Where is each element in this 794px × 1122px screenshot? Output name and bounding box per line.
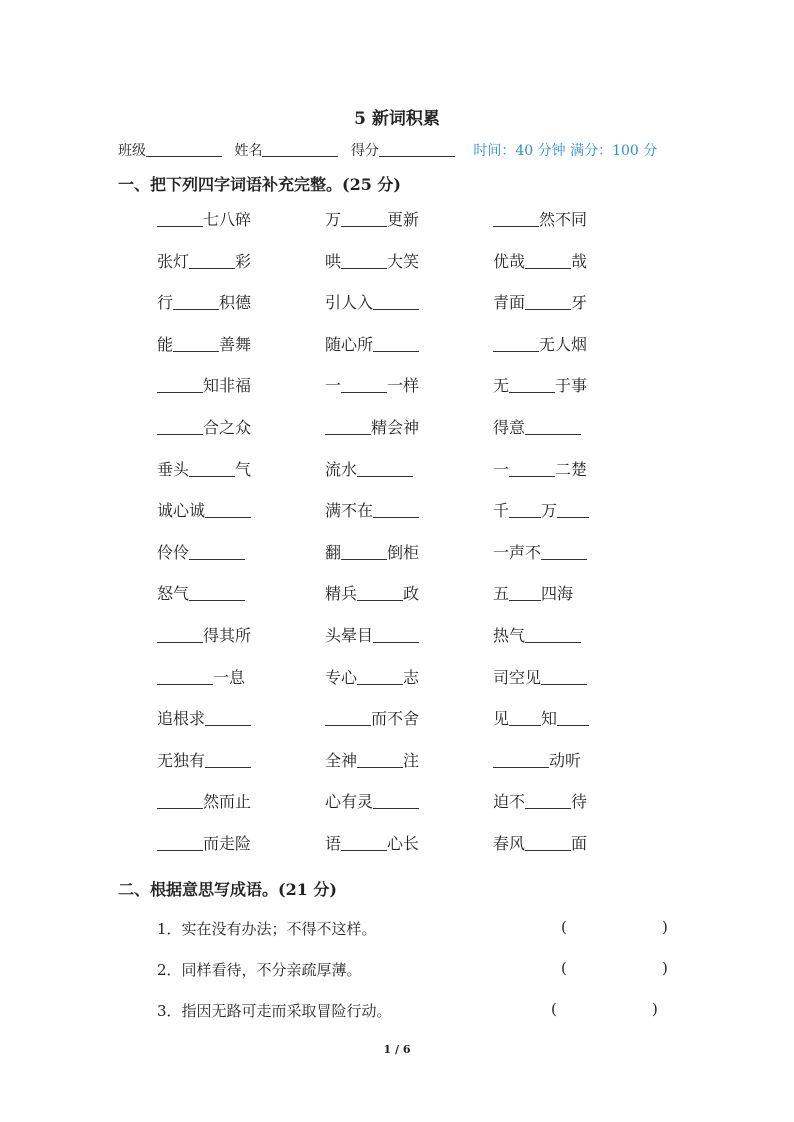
answer-paren-open: (	[561, 959, 567, 977]
idiom-item	[157, 624, 325, 666]
fill-blank[interactable]	[157, 624, 203, 643]
fill-blank[interactable]	[189, 250, 235, 269]
idiom-item	[157, 499, 325, 541]
class-blank[interactable]	[146, 142, 222, 157]
fill-blank[interactable]	[157, 790, 203, 809]
idiom-text: 于事	[555, 376, 588, 396]
idiom-text: 合之众	[203, 417, 252, 437]
student-info-line	[118, 140, 678, 160]
idiom-text: 待	[571, 792, 588, 812]
fill-blank[interactable]	[509, 458, 555, 477]
question-3	[157, 1000, 677, 1021]
idiom-item	[157, 832, 325, 874]
idiom-text: 志	[403, 667, 420, 687]
idiom-item	[157, 333, 325, 375]
idiom-text: 一声不	[493, 542, 542, 562]
grid-row	[157, 832, 661, 874]
idiom-text: 无独有	[157, 750, 206, 770]
fill-blank[interactable]	[525, 790, 571, 809]
idiom-text: 而不舍	[371, 709, 420, 729]
idiom-item	[157, 208, 325, 250]
idiom-text: 然而止	[203, 792, 252, 812]
fill-blank[interactable]	[525, 624, 581, 643]
idiom-text: 倒柜	[387, 542, 420, 562]
idiom-text: 行	[157, 293, 174, 313]
idiom-text: 五	[493, 584, 510, 604]
score-field	[351, 140, 455, 160]
idiom-text: 一样	[387, 376, 420, 396]
idiom-item	[493, 458, 661, 500]
idiom-text: 得其所	[203, 625, 252, 645]
fill-blank[interactable]	[173, 333, 219, 352]
idiom-item	[493, 790, 661, 832]
idiom-item	[325, 624, 493, 666]
idiom-text: 千	[493, 501, 510, 521]
idiom-item	[157, 541, 325, 583]
grid-row	[157, 250, 661, 292]
fill-blank[interactable]	[189, 458, 235, 477]
idiom-text: 注	[403, 750, 420, 770]
idiom-text: 七八碎	[203, 210, 252, 229]
question-2	[157, 959, 677, 980]
idiom-item	[325, 416, 493, 458]
idiom-text: 大笑	[387, 251, 420, 271]
fill-blank[interactable]	[157, 374, 203, 393]
idiom-item	[157, 250, 325, 292]
idiom-item	[325, 707, 493, 749]
fill-blank[interactable]	[373, 790, 419, 809]
grid-row	[157, 499, 661, 541]
idiom-text: 全神	[325, 750, 358, 770]
idiom-item	[325, 333, 493, 375]
question-text: 2．同样看待，不分亲疏厚薄。	[157, 961, 362, 979]
fill-blank[interactable]	[341, 250, 387, 269]
fill-blank[interactable]	[341, 541, 387, 560]
idiom-item	[493, 707, 661, 749]
score-blank[interactable]	[379, 142, 455, 157]
grid-row	[157, 707, 661, 749]
idiom-text: 垂头	[157, 459, 190, 479]
idiom-text: 动听	[549, 750, 582, 770]
grid-row	[157, 333, 661, 375]
fill-blank[interactable]	[525, 832, 571, 851]
grid-row	[157, 374, 661, 416]
idiom-item	[493, 333, 661, 375]
fill-blank[interactable]	[325, 707, 371, 726]
fill-blank[interactable]	[373, 291, 419, 310]
fill-blank[interactable]	[525, 291, 571, 310]
idiom-text: 一	[325, 376, 342, 396]
idiom-text: 哄	[325, 251, 342, 271]
fill-blank[interactable]	[173, 291, 219, 310]
idiom-text: 得意	[493, 417, 526, 437]
idiom-item	[157, 582, 325, 624]
fill-blank[interactable]	[357, 458, 413, 477]
idiom-item	[325, 790, 493, 832]
idiom-item	[325, 832, 493, 874]
idiom-item	[493, 749, 661, 791]
fill-blank[interactable]	[357, 666, 403, 685]
idiom-text: 精兵	[325, 584, 358, 604]
grid-row	[157, 541, 661, 583]
idiom-text: 专心	[325, 667, 358, 687]
idiom-item	[157, 749, 325, 791]
fill-blank[interactable]	[493, 208, 539, 227]
fill-blank[interactable]	[493, 749, 549, 768]
fill-blank[interactable]	[541, 666, 587, 685]
idiom-item	[325, 208, 493, 250]
fill-blank[interactable]	[541, 541, 587, 560]
idiom-text: 怒气	[157, 584, 190, 604]
answer-paren-open: (	[551, 1000, 557, 1018]
idiom-item	[493, 541, 661, 583]
fill-blank[interactable]	[525, 250, 571, 269]
idiom-text: 随心所	[325, 334, 374, 354]
name-field	[234, 140, 338, 160]
idiom-item	[325, 582, 493, 624]
fill-blank[interactable]	[205, 749, 251, 768]
name-label: 姓名	[234, 143, 263, 159]
grid-row	[157, 416, 661, 458]
grid-row	[157, 291, 661, 333]
idiom-item	[325, 541, 493, 583]
fill-blank[interactable]	[157, 416, 203, 435]
grid-row	[157, 624, 661, 666]
idiom-text: 面	[571, 833, 588, 853]
answer-paren-close: )	[652, 1000, 658, 1018]
fill-blank[interactable]	[341, 832, 387, 851]
idiom-text: 一息	[213, 667, 246, 687]
idiom-item	[493, 582, 661, 624]
idiom-text: 彩	[235, 251, 252, 271]
idiom-text: 知非福	[203, 376, 252, 396]
idiom-text: 而走险	[203, 833, 252, 853]
idiom-text: 流水	[325, 459, 358, 479]
fill-blank[interactable]	[157, 832, 203, 851]
idiom-text: 头晕目	[325, 625, 374, 645]
question-text: 1．实在没有办法；不得不这样。	[157, 920, 377, 938]
grid-row	[157, 458, 661, 500]
grid-row	[157, 582, 661, 624]
idiom-text: 无	[493, 376, 510, 396]
idiom-text: 翻	[325, 542, 342, 562]
idiom-item	[157, 707, 325, 749]
idiom-text: 知	[541, 709, 558, 729]
idiom-item	[157, 790, 325, 832]
fill-blank[interactable]	[325, 416, 371, 435]
idiom-text: 然不同	[539, 210, 588, 229]
idiom-text: 见	[493, 709, 510, 729]
idiom-item	[493, 666, 661, 708]
fill-blank[interactable]	[205, 707, 251, 726]
idiom-text: 语	[325, 833, 342, 853]
fill-blank[interactable]	[157, 208, 203, 227]
idiom-item	[325, 250, 493, 292]
grid-row	[157, 749, 661, 791]
idiom-item	[493, 291, 661, 333]
fill-blank[interactable]	[509, 707, 541, 726]
idiom-item	[157, 666, 325, 708]
fill-blank[interactable]	[357, 582, 403, 601]
idiom-text: 迫不	[493, 792, 526, 812]
name-blank[interactable]	[262, 142, 338, 157]
grid-row	[157, 666, 661, 708]
fill-blank[interactable]	[373, 499, 419, 518]
idiom-text: 精会神	[371, 417, 420, 437]
answer-paren-open: (	[561, 918, 567, 936]
fill-blank[interactable]	[509, 499, 541, 518]
idiom-text: 牙	[571, 293, 588, 313]
idiom-text: 满不在	[325, 501, 374, 521]
idiom-item	[157, 458, 325, 500]
idiom-text: 无人烟	[539, 334, 588, 354]
idiom-item	[493, 499, 661, 541]
idiom-item	[157, 291, 325, 333]
idiom-text: 伶伶	[157, 542, 190, 562]
fill-blank[interactable]	[373, 624, 419, 643]
answer-paren-close: )	[662, 959, 668, 977]
idiom-text: 二楚	[555, 459, 588, 479]
answer-paren-close: )	[662, 918, 668, 936]
idiom-item	[325, 666, 493, 708]
question-1	[157, 918, 677, 939]
question-text: 3．指因无路可走而采取冒险行动。	[157, 1002, 392, 1020]
page-number: 1 / 6	[383, 1043, 411, 1056]
idiom-text: 诚心诚	[157, 501, 206, 521]
class-label: 班级	[118, 143, 146, 159]
fill-blank[interactable]	[493, 333, 539, 352]
idiom-text: 哉	[571, 251, 588, 271]
fill-blank[interactable]	[205, 499, 251, 518]
idiom-text: 气	[235, 459, 252, 479]
class-field	[118, 140, 222, 160]
idiom-text: 万	[325, 210, 342, 229]
idiom-item	[493, 832, 661, 874]
section-2-heading: 二、根据意思写成语。(21 分)	[118, 880, 337, 899]
idiom-text: 青面	[493, 293, 526, 313]
idiom-item	[157, 416, 325, 458]
idiom-item	[493, 208, 661, 250]
idiom-text: 司空见	[493, 667, 542, 687]
idiom-text: 热气	[493, 625, 526, 645]
idiom-text: 更新	[387, 210, 420, 229]
idiom-text: 政	[403, 584, 420, 604]
idiom-item	[325, 458, 493, 500]
fill-blank[interactable]	[357, 749, 403, 768]
idiom-item	[493, 374, 661, 416]
idiom-item	[325, 749, 493, 791]
idiom-item	[157, 374, 325, 416]
idiom-text: 引人入	[325, 293, 374, 313]
idiom-item	[493, 624, 661, 666]
fill-blank[interactable]	[509, 582, 541, 601]
idiom-text: 能	[157, 334, 174, 354]
fill-blank[interactable]	[557, 499, 589, 518]
idiom-text: 优哉	[493, 251, 526, 271]
idiom-text: 春风	[493, 833, 526, 853]
fill-blank[interactable]	[373, 333, 419, 352]
grid-row	[157, 208, 661, 250]
fill-blank[interactable]	[557, 707, 589, 726]
score-label: 得分	[350, 143, 379, 159]
idiom-item	[325, 499, 493, 541]
idiom-text: 善舞	[219, 334, 252, 354]
idiom-text: 一	[493, 459, 510, 479]
fill-blank[interactable]	[509, 374, 555, 393]
grid-row	[157, 790, 661, 832]
idiom-item	[325, 374, 493, 416]
idiom-grid	[157, 208, 661, 874]
fill-blank[interactable]	[341, 208, 387, 227]
fill-blank[interactable]	[189, 541, 245, 560]
section-1-heading: 一、把下列四字词语补充完整。(25 分)	[118, 175, 401, 194]
time-score-info: 时间：40 分钟 满分：100 分	[473, 143, 658, 159]
idiom-text: 心长	[387, 833, 420, 853]
fill-blank[interactable]	[525, 416, 581, 435]
idiom-item	[325, 291, 493, 333]
idiom-text: 万	[541, 501, 558, 521]
fill-blank[interactable]	[341, 374, 387, 393]
idiom-item	[493, 250, 661, 292]
idiom-item	[493, 416, 661, 458]
idiom-text: 四海	[541, 584, 574, 604]
fill-blank[interactable]	[189, 582, 245, 601]
idiom-text: 追根求	[157, 709, 206, 729]
idiom-text: 张灯	[157, 251, 190, 271]
page-title: 5 新词积累	[354, 109, 440, 129]
idiom-text: 心有灵	[325, 792, 374, 812]
fill-blank[interactable]	[157, 666, 213, 685]
idiom-text: 积德	[219, 293, 252, 313]
